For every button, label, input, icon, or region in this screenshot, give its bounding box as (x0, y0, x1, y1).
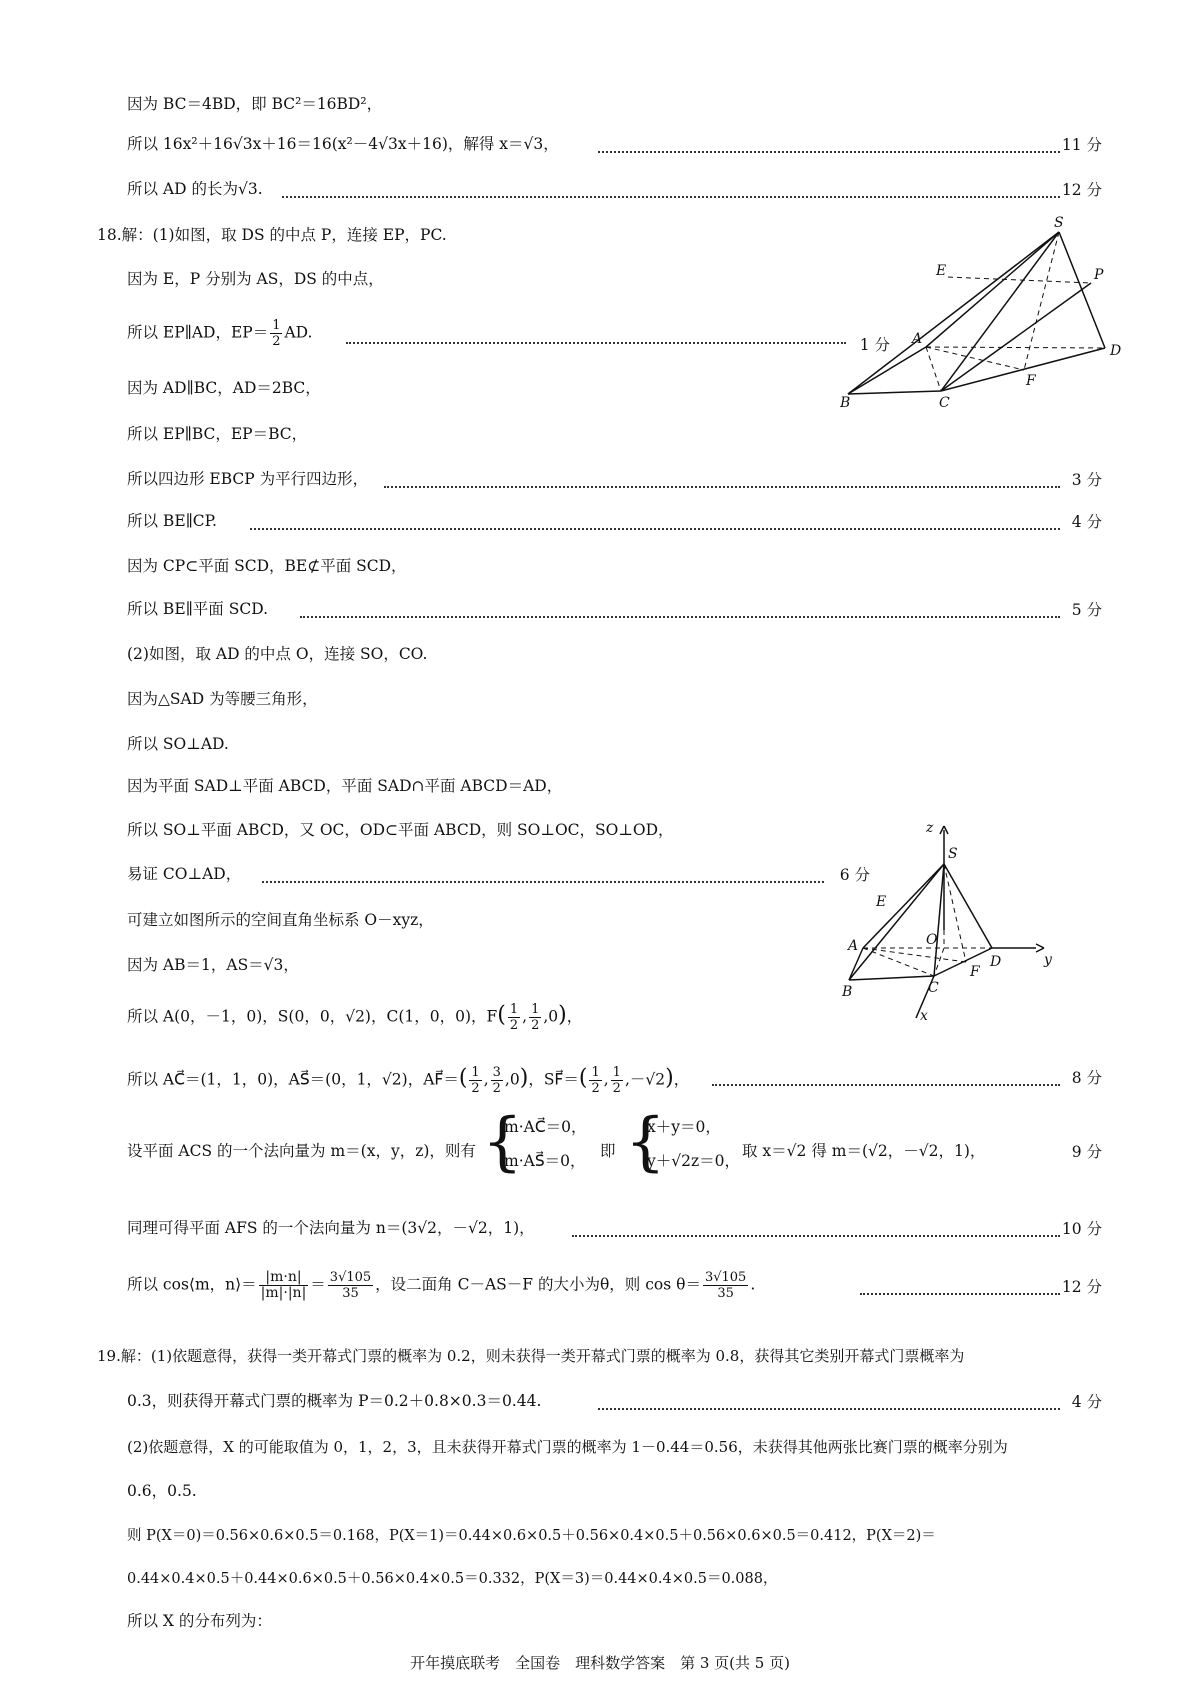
score-label: 10 分 (1061, 1220, 1102, 1238)
text-segment: ，设二面角 C－AS－F 的大小为θ，则 cos θ＝ (375, 1275, 701, 1294)
score-label: 4 分 (1071, 1393, 1102, 1411)
denominator: 35 (342, 1286, 359, 1301)
vertex-label-O: O (926, 932, 938, 948)
numerator: 1 (272, 318, 281, 333)
vertex-label-F: F (1026, 373, 1036, 389)
pyramid-figure-2 (840, 808, 1140, 1033)
fraction (469, 1065, 481, 1096)
vertex-label-B: B (842, 984, 853, 1000)
leader-dots (384, 486, 1060, 488)
text-line: (2)依题意得，X 的可能取值为 0，1，2，3，且未获得开幕式门票的概率为 1－0.44＝0.56，未获得其他两张比赛门票的概率分别为 (127, 1438, 1008, 1456)
text-line: 所以 16x²＋16√3x＋16＝16(x²－4√3x＋16)，解得 x＝√3， (127, 135, 559, 153)
leader-dots (250, 528, 1060, 530)
leader-dots (282, 196, 1060, 198)
brace: { (625, 1105, 666, 1179)
leader-dots (598, 1408, 1060, 1410)
paren: ( (458, 1065, 468, 1091)
vertex-label-A: A (912, 331, 923, 347)
score-label: 9 分 (1071, 1143, 1102, 1161)
numerator: 1 (591, 1065, 600, 1080)
vertex-label-A: A (848, 938, 859, 954)
text-line: 同理可得平面 AFS 的一个法向量为 n＝(3√2，－√2，1)， (127, 1219, 535, 1237)
text-line: 0.3，则获得开幕式门票的概率为 P＝0.2＋0.8×0.3＝0.44. (127, 1392, 542, 1410)
vertex-label-S: S (948, 846, 958, 862)
numerator: 1 (471, 1065, 480, 1080)
denominator: 2 (591, 1081, 600, 1096)
text-line: 取 x＝√2 得 m＝(√2，－√2，1)， (742, 1142, 986, 1160)
brace: { (482, 1105, 523, 1179)
numerator: 1 (509, 1002, 519, 1017)
score-label: 5 分 (1071, 601, 1102, 619)
text-line: 0.6，0.5. (127, 1482, 197, 1500)
axis-label-x: x (920, 1008, 928, 1024)
text-segment: 所以 cos⟨m，n⟩＝ (127, 1275, 257, 1294)
denominator: 2 (531, 1018, 540, 1033)
denominator: |m|·|n| (260, 1285, 307, 1301)
text-line: 所以 cos⟨m，n⟩＝ $\frac{|m\cdot n|}{|m|\cdot|n|}$ ＝ $\frac{3√105}{35}$ ，设二面角 C－AS－F 的大小为θ，则 cos θ＝ $\frac{3√105}{35}$ . (127, 1269, 756, 1301)
text-line: 所以 BE∥平面 SCD. (127, 600, 268, 618)
equation: m·AS⃗＝0， (504, 1152, 586, 1170)
equation: m·AC⃗＝0， (504, 1118, 587, 1136)
score-label: 1 分 (859, 336, 890, 354)
text-line: 所以 AC⃗＝(1，1，0)，AS⃗＝(0，1，√2)，AF⃗＝( $\frac{1}{2}$ , $\frac{3}{2}$ ,0)，SF⃗＝( $\frac{1}{2}$ , $\frac{1}{2}$ ,－√2)， (127, 1065, 690, 1096)
fraction (611, 1065, 623, 1096)
axis-label-y: y (1044, 952, 1052, 968)
numerator: |m·n| (259, 1270, 309, 1286)
paren: ) (558, 1002, 567, 1028)
score-label: 6 分 (839, 866, 870, 884)
score-label: 12 分 (1061, 1278, 1102, 1296)
fraction (589, 1065, 601, 1096)
text-segment: 所以 AC⃗＝(1，1，0)，AS⃗＝(0，1，√2)，AF⃗＝ (127, 1070, 459, 1089)
leader-dots (262, 881, 824, 883)
fraction (328, 1270, 373, 1301)
numerator: 3√105 (704, 1270, 747, 1285)
text-line: 因为△SAD 为等腰三角形， (127, 690, 318, 708)
fraction (529, 1002, 541, 1033)
score-label: 8 分 (1071, 1069, 1102, 1087)
denominator: 2 (509, 1018, 519, 1033)
denominator: 2 (492, 1081, 501, 1096)
text-line: 可建立如图所示的空间直角坐标系 O－xyz， (127, 911, 434, 929)
vertex-label-F: F (970, 964, 980, 980)
text-line (127, 318, 312, 349)
vertex-label-C: C (928, 980, 939, 996)
page-footer: 开年摸底联考 全国卷 理科数学答案 第 3 页(共 5 页) (410, 1654, 790, 1672)
numerator: 1 (531, 1002, 540, 1017)
text-line: 因为 AB＝1，AS＝√3， (127, 956, 299, 974)
axis-label-z: z (926, 820, 934, 836)
leader-dots (860, 1293, 1060, 1295)
text-line: 因为平面 SAD⊥平面 ABCD，平面 SAD∩平面 ABCD＝AD， (127, 777, 563, 795)
fraction (508, 1002, 520, 1033)
score-label: 4 分 (1071, 513, 1102, 531)
numerator: 3√105 (329, 1270, 372, 1285)
question-19-heading: 19.解：(1)依题意得，获得一类开幕式门票的概率为 0.2，则未获得一类开幕式门票的概率为 0.8，获得其它类别开幕式门票概率为 (97, 1347, 965, 1365)
text-line: 因为 AD∥BC，AD＝2BC， (127, 379, 321, 397)
equation: x＋y＝0， (647, 1118, 721, 1136)
numerator: 3 (492, 1065, 501, 1080)
leader-dots (598, 151, 1060, 153)
text-line: 所以 SO⊥平面 ABCD，又 OC，OD⊂平面 ABCD，则 SO⊥OC，SO⊥OD， (127, 821, 674, 839)
text-line: 所以 X 的分布列为： (127, 1612, 272, 1630)
numerator: 1 (612, 1065, 621, 1080)
leader-dots (346, 342, 846, 344)
vertex-label-D: D (1110, 343, 1122, 359)
fraction (259, 1270, 309, 1301)
text-line: 即 (600, 1142, 616, 1160)
denominator: 2 (612, 1081, 621, 1096)
text-segment: AD. (284, 323, 313, 342)
vertex-label-E: E (876, 894, 887, 910)
text-line: 所以 BE∥CP. (127, 512, 217, 530)
text-segment: . (750, 1275, 756, 1294)
denominator: 35 (717, 1286, 734, 1301)
paren: ) (519, 1065, 529, 1091)
leader-dots (300, 616, 1060, 618)
vertex-label-E: E (936, 263, 947, 279)
fraction (703, 1270, 748, 1301)
paren: ( (578, 1065, 588, 1091)
equation: y＋√2z＝0， (647, 1152, 741, 1170)
leader-dots (572, 1235, 1060, 1237)
text-segment: 所以 EP∥AD，EP＝ (127, 323, 269, 342)
score-label: 3 分 (1071, 471, 1102, 489)
denominator: 2 (471, 1081, 480, 1096)
question-18-heading: 18.解：(1)如图，取 DS 的中点 P，连接 EP，PC. (97, 226, 447, 244)
text-line: 易证 CO⊥AD， (127, 865, 242, 883)
text-line: (2)如图，取 AD 的中点 O，连接 SO，CO. (127, 645, 428, 663)
vertex-label-D: D (990, 954, 1002, 970)
text-line: 因为 BC＝4BD，即 BC²＝16BD²， (127, 95, 383, 113)
vertex-label-B: B (840, 395, 851, 410)
text-segment: ， (673, 1070, 690, 1089)
vertex-label-S: S (1054, 215, 1064, 231)
equation-system-2 (625, 1105, 741, 1179)
fraction (270, 318, 282, 349)
text-line: 所以 SO⊥AD. (127, 735, 229, 753)
text-line: 所以四边形 EBCP 为平行四边形， (127, 470, 369, 488)
text-line: 设平面 ACS 的一个法向量为 m＝(x，y，z)，则有 (127, 1142, 476, 1160)
text-line: 所以 A(0，－1，0)，S(0，0，√2)，C(1，0，0)，F( $\frac{1}{2}$ , $\frac{1}{2}$ ,0)， (127, 1002, 583, 1033)
leader-dots (712, 1084, 1060, 1086)
text-line: 所以 EP∥BC，EP＝BC， (127, 425, 308, 443)
pyramid-figure-1 (840, 215, 1130, 410)
text-line: 则 P(X＝0)＝0.56×0.6×0.5＝0.168，P(X＝1)＝0.44×0.6×0.5＋0.56×0.4×0.5＋0.56×0.6×0.5＝0.412，P(X＝2)＝ (127, 1528, 936, 1544)
vertex-label-C: C (939, 395, 950, 410)
text-segment: 所以 A(0，－1，0)，S(0，0，√2)，C(1，0，0)，F (127, 1007, 498, 1026)
text-segment: －√2 (629, 1070, 666, 1089)
equation-system-1 (482, 1105, 587, 1179)
text-line: 因为 E，P 分别为 AS，DS 的中点， (127, 270, 384, 288)
text-line: 因为 CP⊂平面 SCD，BE⊄平面 SCD， (127, 557, 407, 575)
paren: ( (497, 1002, 506, 1028)
score-label: 12 分 (1061, 181, 1102, 199)
vertex-label-P: P (1094, 267, 1104, 283)
text-segment: ，SF⃗＝ (528, 1070, 579, 1089)
fraction (491, 1065, 503, 1096)
text-line: 0.44×0.4×0.5＋0.44×0.6×0.5＋0.56×0.4×0.5＝0.332，P(X＝3)＝0.44×0.4×0.5＝0.088， (127, 1571, 778, 1587)
text-line: 所以 AD 的长为√3. (127, 180, 263, 198)
text-segment: ， (566, 1007, 583, 1026)
score-label: 11 分 (1061, 136, 1102, 154)
paren: ) (665, 1065, 674, 1091)
denominator: 2 (272, 334, 281, 349)
